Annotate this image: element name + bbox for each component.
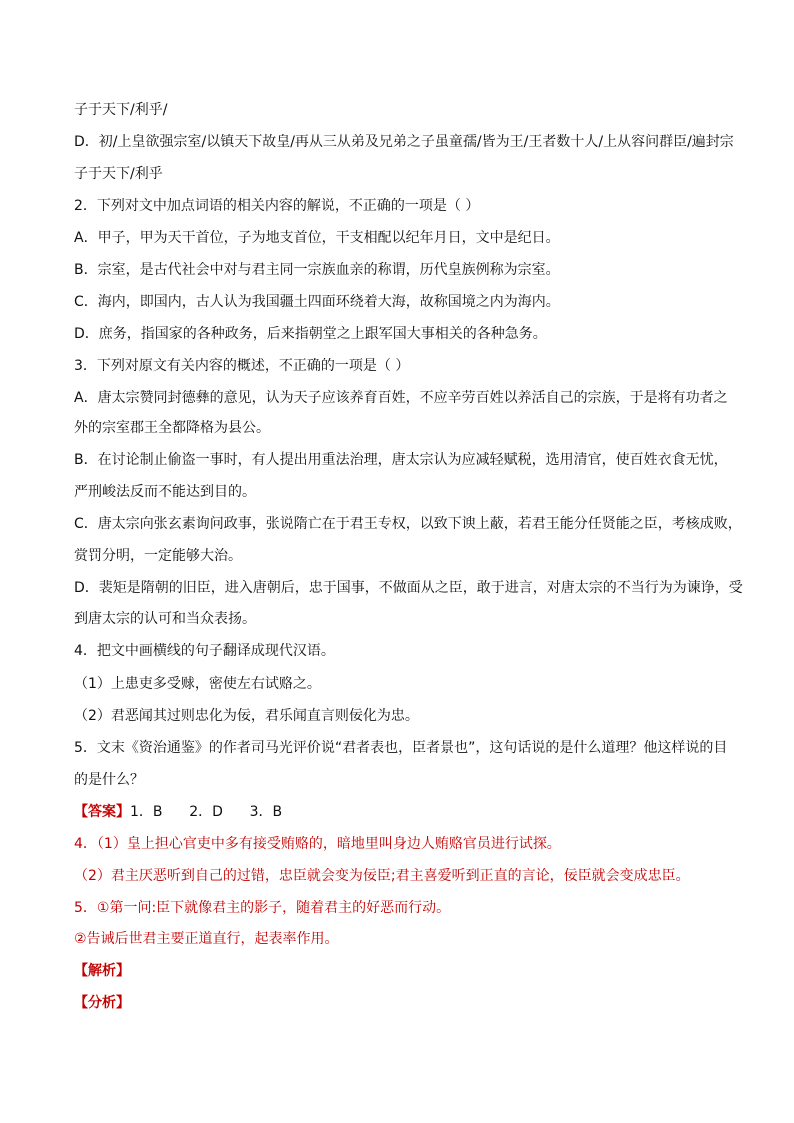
- analysis-tag: 【解析】: [74, 963, 130, 979]
- option-d-line-1: D．初/上皇欲强宗室/以镇天下故皇/再从三从弟及兄弟之子虽童孺/皆为王/王者数十人/上从容问群臣/遍封宗: [74, 134, 734, 150]
- fenxi-tag: 【分析】: [74, 995, 130, 1011]
- answer-q4-part-2: （2）君主厌恶听到自己的过错，忠臣就会变为佞臣;君主喜爱听到正直的言论，佞臣就会变成忠臣。: [74, 868, 690, 884]
- answer-q4-part-1: 4．（1）皇上担心官吏中多有接受贿赂的，暗地里叫身边人贿赂官员进行试探。: [74, 836, 561, 852]
- question-3-option-c-line-1: C．唐太宗向张玄素询问政事，张说隋亡在于君王专权，以致下谀上蔽，若君王能分任贤能之臣，考核成败，: [74, 516, 742, 532]
- answer-tag: 【答案】: [74, 804, 130, 820]
- question-3-option-b-line-2: 严刑峻法反而不能达到目的。: [74, 484, 256, 500]
- question-3-option-a-line-1: A．唐太宗赞同封德彝的意见，认为天子应该养育百姓，不应辛劳百姓以养活自己的宗族，于是将有功者之: [74, 390, 728, 406]
- question-3-option-c-line-2: 赏罚分明，一定能够大治。: [74, 548, 242, 564]
- question-3-option-a-line-2: 外的宗室郡王全都降格为县公。: [74, 420, 270, 436]
- question-3-option-d-line-2: 到唐太宗的认可和当众表扬。: [74, 611, 256, 627]
- question-2-option-d: D．庶务，指国家的各种政务，后来指朝堂之上跟军国大事相关的各种急务。: [74, 326, 547, 342]
- question-2-option-b: B．宗室，是古代社会中对与君主同一宗族血亲的称谓，历代皇族例称为宗室。: [74, 262, 560, 278]
- question-2-stem: 2．下列对文中加点词语的相关内容的解说，不正确的一项是（ ）: [74, 198, 480, 214]
- question-5-line-2: 的是什么？: [74, 772, 144, 788]
- question-3-option-b-line-1: B．在讨论制止偷盗一事时，有人提出用重法治理，唐太宗认为应减轻赋税，选用清官，使百姓衣食无忧，: [74, 452, 728, 468]
- answer-row: [74, 802, 282, 822]
- question-2-option-c: C．海内，即国内，古人认为我国疆土四面环绕着大海，故称国境之内为海内。: [74, 294, 560, 310]
- question-5-line-1: 5．文末《资治通鉴》的作者司马光评价说“君者表也，臣者景也”，这句话说的是什么道理？他这样说的目: [74, 740, 728, 756]
- answer-q5-part-2: ②告诫后世君主要正道直行，起表率作用。: [74, 931, 339, 947]
- answer-multiple-choice: 1．B 2．D 3．B: [130, 804, 283, 820]
- question-4-sentence-2: （2）君恶闻其过则忠化为佞，君乐闻直言则佞化为忠。: [74, 708, 419, 724]
- option-d-line-2: 子于天下/利乎: [74, 166, 163, 182]
- answer-q5-part-1: 5．①第一问:臣下就像君主的影子，随着君主的好恶而行动。: [74, 900, 451, 916]
- option-c-tail: 子于天下/利乎/: [74, 102, 168, 118]
- question-3-stem: 3．下列对原文有关内容的概述，不正确的一项是（ ）: [74, 358, 410, 374]
- question-2-option-a: A．甲子，甲为天干首位，子为地支首位，干支相配以纪年月日，文中是纪日。: [74, 230, 560, 246]
- question-3-option-d-line-1: D．裴矩是隋朝的旧臣，进入唐朝后，忠于国事，不做面从之臣，敢于进言，对唐太宗的不当行为为谏诤，受: [74, 580, 743, 596]
- question-4-stem: 4．把文中画横线的句子翻译成现代汉语。: [74, 643, 335, 659]
- question-4-sentence-1: （1）上患吏多受赇，密使左右试赂之。: [74, 676, 321, 692]
